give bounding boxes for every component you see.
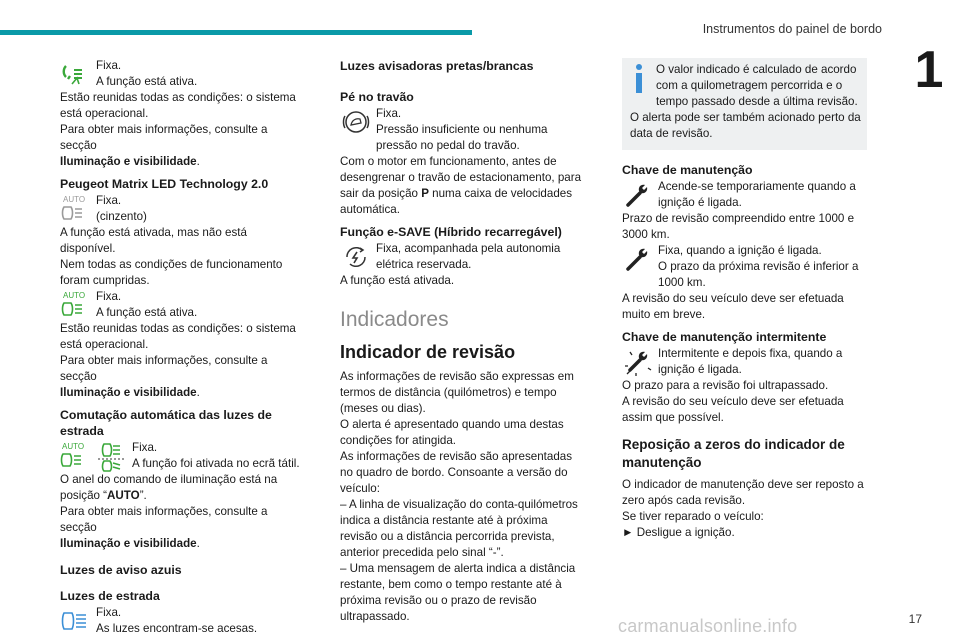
paragraph: O indicador de manutenção deve ser reposto a zero após cada revisão. [622, 478, 864, 507]
matrix-led-grey-icon [60, 193, 92, 225]
section-title-indicators: Indicadores [340, 308, 449, 331]
foot-on-brake-icon [340, 106, 372, 138]
status-line: Fixa, acompanhada pela autonomia elétrica reservada. [376, 242, 561, 271]
paragraph: Para obter mais informações, consulte a secção Iluminação e visibilidade. [60, 505, 268, 550]
block-spanner-a [622, 179, 867, 211]
svg-text:AUTO: AUTO [62, 442, 85, 451]
paragraph: Nem todas as condições de funcionamento foram cumpridas. [60, 258, 283, 287]
status-line: Intermitente e depois fixa, quando a ignição é ligada. [658, 347, 843, 376]
block-spanner-flash [622, 346, 867, 378]
status-line: Pressão insuficiente ou nenhuma pressão no pedal do travão. [376, 123, 548, 152]
status-line: A função está ativa. [96, 75, 198, 88]
status-line: (cinzento) [96, 210, 147, 223]
page-number: 17 [908, 612, 922, 626]
heading-blue-warnings: Luzes de aviso azuis [60, 563, 182, 577]
paragraph: O anel do comando de iluminação está na posição “AUTO”. [60, 473, 278, 502]
block-spanner-b [622, 243, 867, 291]
auto-high-beam-icon [60, 440, 92, 472]
status-line: Fixa. [96, 59, 122, 72]
status-line: Fixa. [96, 606, 122, 619]
heading-brake: Pé no travão [340, 90, 414, 104]
block-brake [340, 106, 585, 154]
paragraph: A revisão do seu veículo deve ser efetuada muito em breve. [622, 292, 844, 321]
svg-text:AUTO: AUTO [63, 195, 86, 204]
block-matrix-green [60, 289, 305, 321]
column-3 [622, 58, 867, 541]
spanner-icon [622, 179, 654, 211]
paragraph: O prazo para a revisão foi ultrapassado. [622, 379, 829, 392]
info-text: O alerta pode ser também acionado perto da data de revisão. [630, 111, 861, 140]
status-line: Fixa. [132, 441, 158, 454]
paragraph: A função está ativada. [340, 274, 455, 287]
block-matrix-grey [60, 193, 305, 225]
heading-reset-service: Reposição a zeros do indicador de manutenção [622, 437, 845, 470]
paragraph: – A linha de visualização do conta-quilómetros indica a distância restante até à próxima revisão ou a distância percorrida prevista, anterior precedida pelo sinal “-”. [340, 498, 578, 559]
status-line: A função foi ativada no ecrã tátil. [132, 457, 300, 470]
heading-black-white-warnings: Luzes avisadoras pretas/brancas [340, 59, 534, 73]
status-line: As luzes encontram-se acesas. [96, 622, 258, 635]
matrix-led-green-icon [60, 289, 92, 321]
block-esave [340, 241, 585, 273]
heading-service-indicator: Indicador de revisão [340, 342, 516, 362]
paragraph: – Uma mensagem de alerta indica a distância restante, bem como o tempo restante até à próxima revisão ou o prazo de revisão ultrapassado. [340, 562, 576, 623]
paragraph: Para obter mais informações, consulte a secção Iluminação e visibilidade. [60, 123, 268, 168]
step-item: ► Desligue a ignição. [622, 526, 735, 539]
paragraph: Estão reunidas todas as condições: o sistema está operacional. [60, 322, 296, 351]
spanner-icon [622, 243, 654, 275]
paragraph: O alerta é apresentado quando uma destas condições for atingida. [340, 418, 564, 447]
esave-icon [340, 241, 372, 273]
status-line: Acende-se temporariamente quando a ignição é ligada. [658, 180, 856, 209]
page-header-title: Instrumentos do painel de bordo [702, 22, 882, 36]
main-beam-icon [60, 605, 92, 637]
paragraph: Prazo de revisão compreendido entre 1000 e 3000 km. [622, 212, 855, 241]
column-1 [60, 58, 305, 637]
flashing-spanner-icon [622, 346, 654, 378]
block-high-beam-assist [60, 58, 305, 90]
status-line: Fixa, quando a ignição é ligada. [658, 244, 822, 257]
column-2 [340, 58, 585, 625]
status-line: Fixa. [376, 107, 402, 120]
heading-spanner-flashing: Chave de manutenção intermitente [622, 330, 827, 344]
heading-spanner: Chave de manutenção [622, 163, 753, 177]
status-line: Fixa. [96, 290, 122, 303]
paragraph: As informações de revisão são expressas em termos de distância (quilómetros) e tempo (meses ou dias). [340, 370, 574, 415]
svg-text:AUTO: AUTO [63, 291, 86, 300]
status-line: A função está ativa. [96, 306, 198, 319]
high-beam-dashed-icon [96, 440, 128, 472]
info-text: O valor indicado é calculado de acordo com a quilometragem percorrida e o tempo passado desde a última revisão. [656, 63, 858, 108]
heading-esave: Função e-SAVE (Híbrido recarregável) [340, 225, 562, 239]
header-accent-bar [0, 30, 472, 35]
paragraph: Para obter mais informações, consulte a secção Iluminação e visibilidade. [60, 354, 268, 399]
info-icon [630, 62, 648, 94]
paragraph: Se tiver reparado o veículo: [622, 510, 764, 523]
block-auto-high-beam [60, 440, 305, 472]
heading-matrix-led: Peugeot Matrix LED Technology 2.0 [60, 177, 269, 191]
status-line: O prazo da próxima revisão é inferior a 1000 km. [658, 260, 859, 289]
status-line: Fixa. [96, 194, 122, 207]
block-main-beam [60, 605, 305, 637]
high-beam-assist-icon [60, 58, 92, 90]
watermark: carmanualsonline.info [618, 616, 798, 636]
paragraph: Com o motor em funcionamento, antes de desengrenar o travão de estacionamento, para sair da posição P numa caixa de velocidades automática. [340, 155, 582, 216]
paragraph: A função está ativada, mas não está disponível. [60, 226, 247, 255]
paragraph: A revisão do seu veículo deve ser efetuada assim que possível. [622, 395, 844, 424]
paragraph: Estão reunidas todas as condições: o sistema está operacional. [60, 91, 296, 120]
info-box [622, 58, 867, 150]
chapter-number: 1 [898, 40, 960, 100]
heading-auto-high-beam: Comutação automática das luzes de estrada [60, 408, 272, 438]
heading-main-beam: Luzes de estrada [60, 589, 160, 603]
paragraph: As informações de revisão são apresentadas no quadro de bordo. Consoante a versão do veículo: [340, 450, 573, 495]
